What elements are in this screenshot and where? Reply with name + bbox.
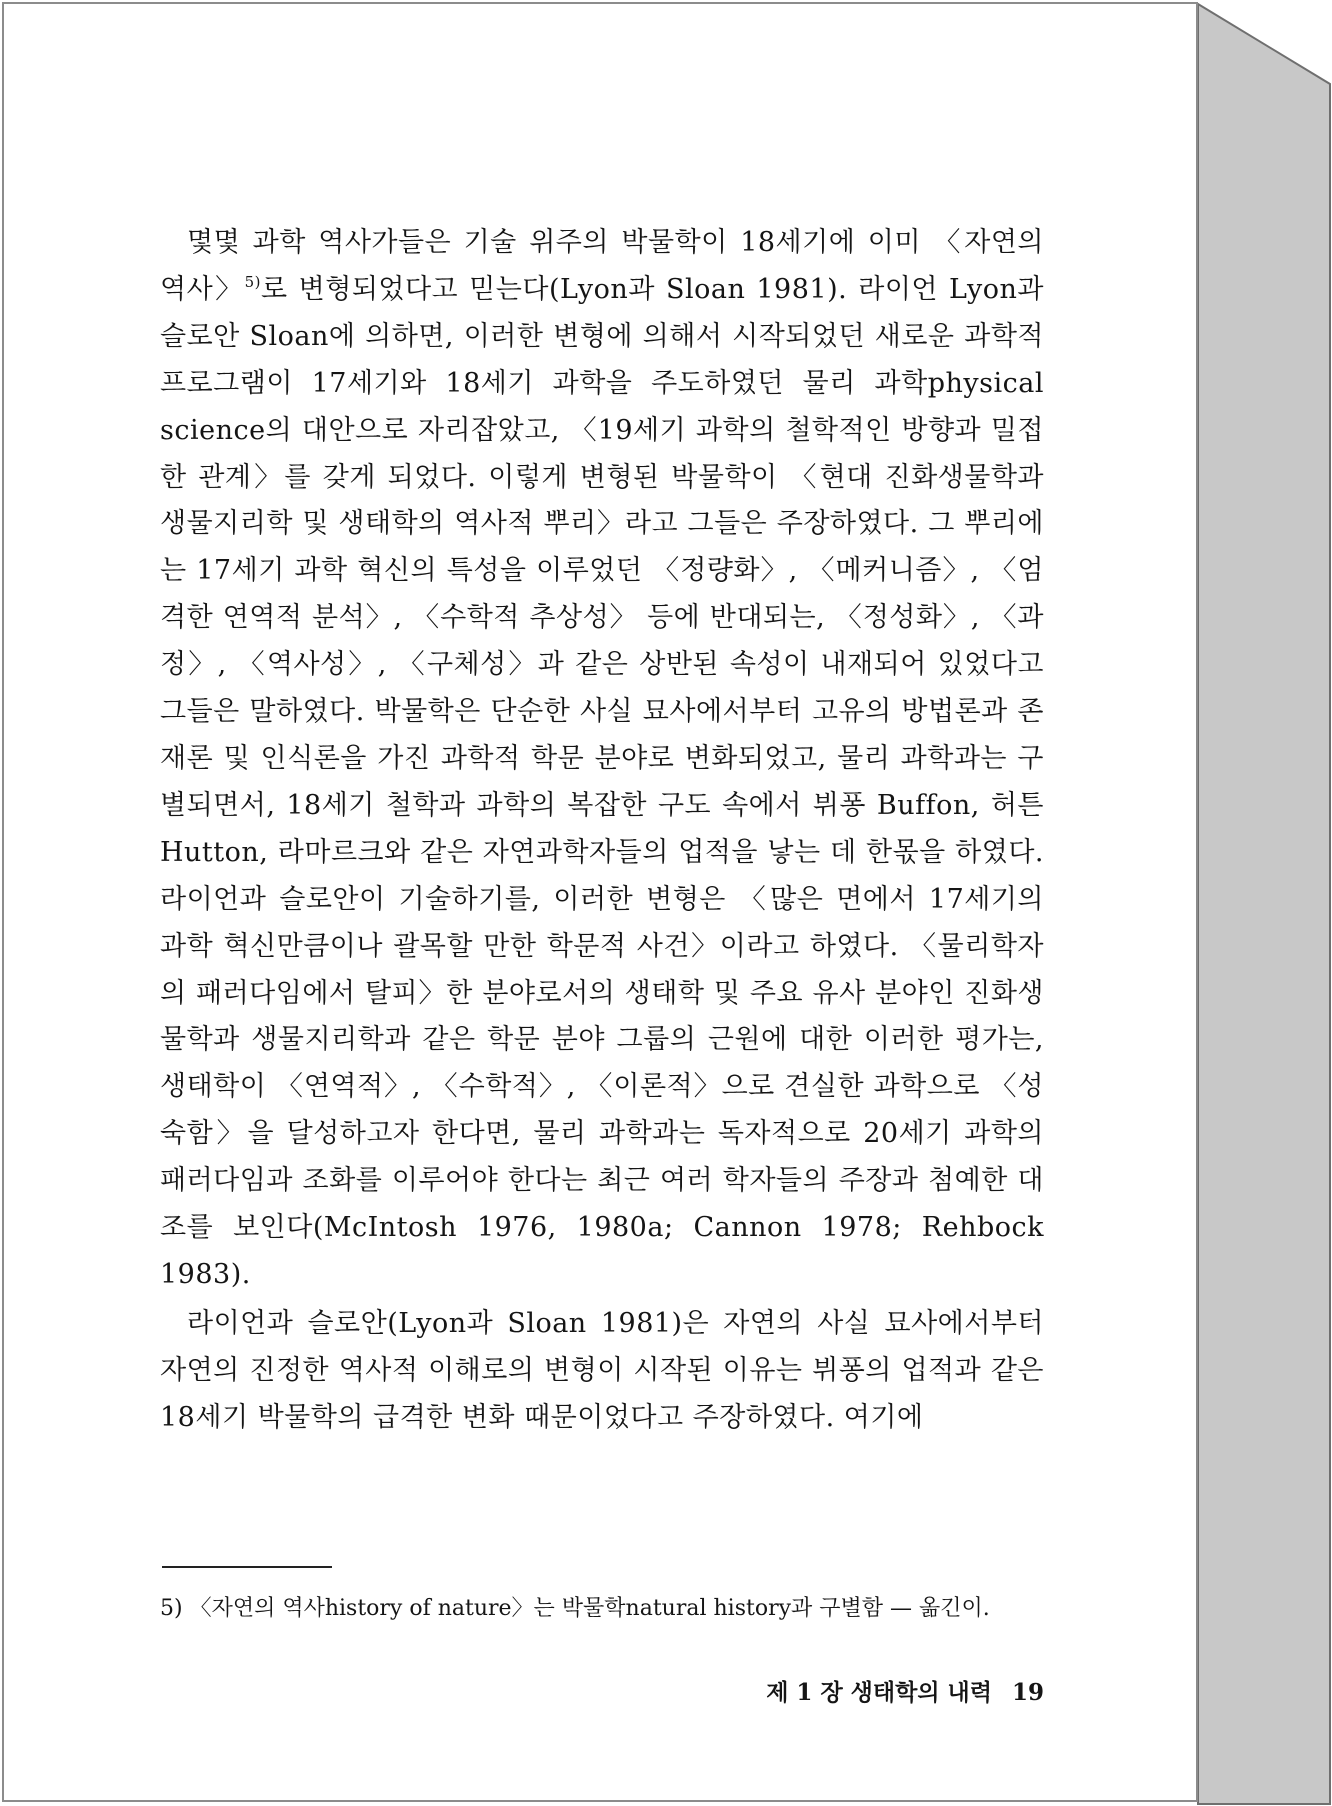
page-number: 19 xyxy=(1011,1679,1044,1706)
paragraph-1-part-b: 로 변형되었다고 믿는다(Lyon과 Sloan 1981). 라이언 Lyon과 슬로안 Sloan에 의하면, 이러한 변형에 의해서 시작되었던 새로운 과학적 프로그램이 17세기와 18세기 과학을 주도하였던 물리 과학physical science의 대안으로 자리잡았고, 〈19세기 과학의 철학적인 방향과 밀접한 관계〉를 갖게 되었다. 이렇게 변형된 박물학이 〈현대 진화생물학과 생물지리학 및 생태학의 역사적 뿌리〉라고 그들은 주장하였다. 그 뿌리에는 17세기 과학 혁신의 특성을 이루었던 〈정량화〉, 〈메커니즘〉, 〈엄격한 연역적 분석〉, 〈수학적 추상성〉 등에 반대되는, 〈정성화〉, 〈과정〉, 〈역사성〉, 〈구체성〉과 같은 상반된 속성이 내재되어 있었다고 그들은 말하였다. 박물학은 단순한 사실 묘사에서부터 고유의 방법론과 존재론 및 인식론을 가진 과학적 학문 분야로 변화되었고, 물리 과학과는 구별되면서, 18세기 철학과 과학의 복잡한 구도 속에서 뷔퐁 Buffon, 허튼 Hutton, 라마르크와 같은 자연과학자들의 업적을 낳는 데 한몫을 하였다. 라이언과 슬로안이 기술하기를, 이러한 변형은 〈많은 면에서 17세기의 과학 혁신만큼이나 괄목할 만한 학문적 사건〉이라고 하였다. 〈물리학자의 패러다임에서 탈피〉한 분야로서의 생태학 및 주요 유사 분야인 진화생물학과 생물지리학과 같은 학문 분야 그룹의 근원에 대한 이러한 평가는, 생태학이 〈연역적〉, 〈수학적〉, 〈이론적〉으로 견실한 과학으로 〈성숙함〉을 달성하고자 한다면, 물리 과학과는 독자적으로 20세기 과학의 패러다임과 조화를 이루어야 한다는 최근 여러 학자들의 주장과 첨예한 대조를 보인다(McIntosh 1976, 1980a; Cannon 1978; Rehbock 1983). xyxy=(160,273,1044,1290)
book-page-edge xyxy=(1198,4,1330,1804)
body-text xyxy=(160,220,1044,1442)
paragraph-1 xyxy=(160,220,1044,1299)
footnote-reference[interactable]: 5) xyxy=(244,272,262,291)
page-footer xyxy=(604,1678,1044,1708)
paragraph-2: 라이언과 슬로안(Lyon과 Sloan 1981)은 자연의 사실 묘사에서부터 자연의 진정한 역사적 이해로의 변형이 시작된 이유는 뷔퐁의 업적과 같은 18세기 박물학의 급격한 변화 때문이었다고 주장하였다. 여기에 xyxy=(160,1307,1044,1433)
chapter-title: 제 1 장 생태학의 내력 xyxy=(766,1679,992,1706)
paragraph-1-part-a: 몇몇 과학 역사가들은 기술 위주의 박물학이 18세기에 이미 〈자연의 역사〉 xyxy=(160,227,1044,305)
footnote-divider xyxy=(162,1566,332,1568)
book-page xyxy=(2,2,1198,1802)
footnote: 5) 〈자연의 역사history of nature〉는 박물학natural history과 구별함 — 옮긴이. xyxy=(160,1596,990,1621)
